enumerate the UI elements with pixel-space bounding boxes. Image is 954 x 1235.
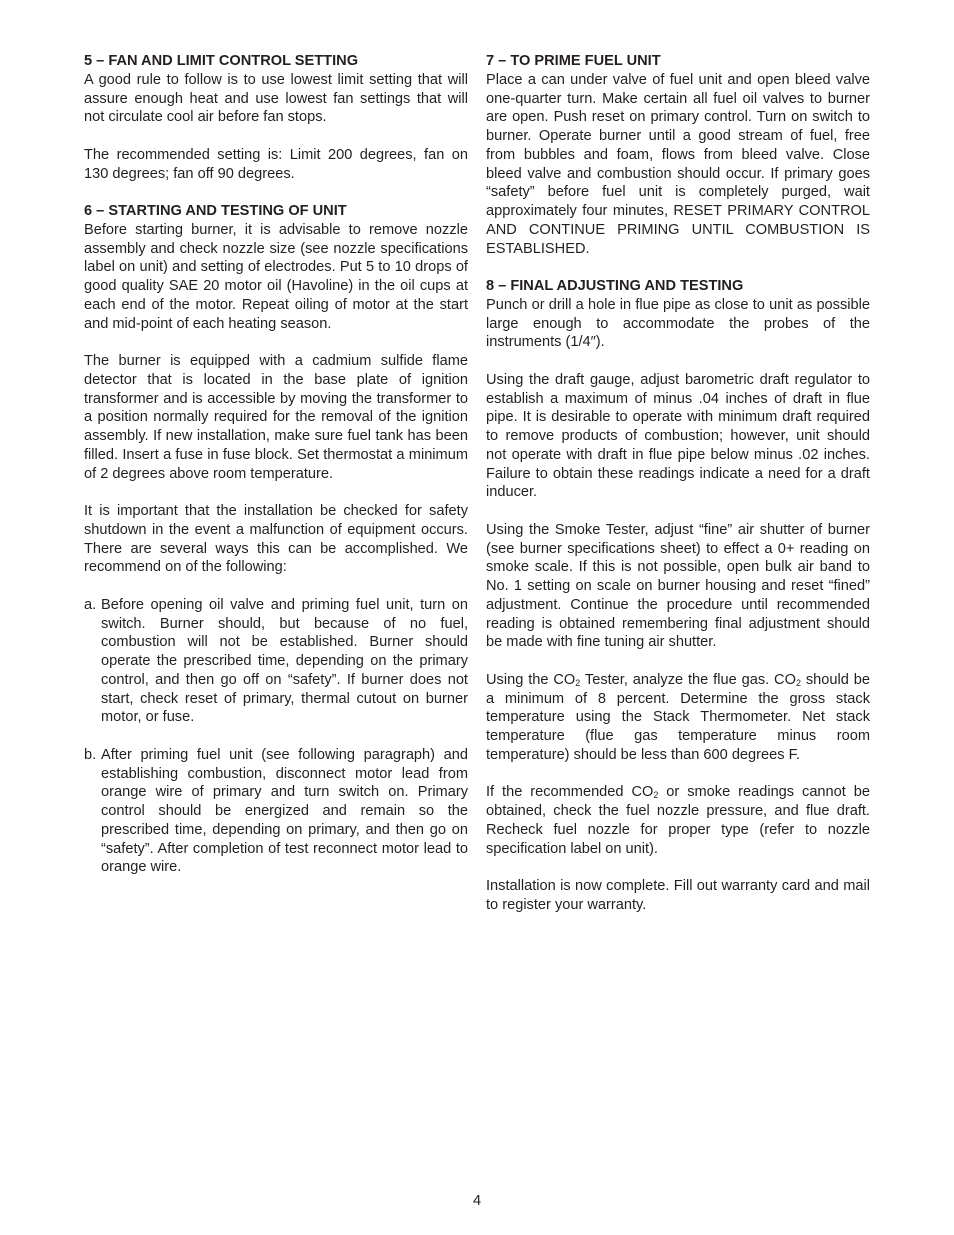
section-5-heading: 5 – FAN AND LIMIT CONTROL SETTING: [84, 53, 359, 69]
list-marker-a: a.: [84, 596, 97, 613]
list-item-a: [84, 596, 468, 727]
co2-text-1: Using the CO: [486, 671, 576, 688]
co2-subscript-1: 2: [575, 677, 581, 688]
right-column: [486, 52, 870, 915]
list-item-b: [84, 746, 468, 877]
section-5-paragraph-1: A good rule to follow is to use lowest limit setting that will assure enough heat and use lowest fan settings that will not circulate cool air before fan stops.: [84, 71, 468, 126]
section-5-paragraph-2: The recommended setting is: Limit 200 degrees, fan on 130 degrees; fan off 90 degrees.: [84, 146, 468, 182]
section-8-paragraph-4: [486, 671, 870, 765]
list-marker-b: b.: [84, 746, 97, 763]
page-number: 4: [472, 1193, 482, 1209]
section-6-heading: 6 – STARTING AND TESTING OF UNIT: [84, 203, 347, 219]
co2-subscript-2: 2: [795, 677, 801, 688]
section-6-paragraph-2: The burner is equipped with a cadmium sulfide flame detector that is located in the base plate of ignition transformer and is accessible by moving the transformer to a position normally required for the removal of the ignition assembly. If new installation, make sure fuel tank has been filled. Insert a fuse in fuse block. Set thermostat a minimum of 2 degrees above room temperature.: [84, 353, 468, 482]
section-8-paragraph-1: Punch or drill a hole in flue pipe as close to unit as possible large enough to accommodate the probes of the instruments (1/4″).: [486, 296, 870, 351]
section-8-paragraph-6: Installation is now complete. Fill out warranty card and mail to register your warranty.: [486, 878, 870, 913]
co2-readings-text-2: or smoke readings cannot be obtained, check the fuel nozzle pressure, and flue draft. Recheck fuel nozzle for proper type (refer to nozzle specification label on unit).: [486, 784, 870, 857]
left-column: [84, 52, 468, 877]
section-6-paragraph-1: Before starting burner, it is advisable to remove nozzle assembly and check nozzle size (see nozzle specifications label on unit) and setting of electrodes. Put 5 to 10 drops of good quality SAE 20 motor oil (Havoline) in the oil cups at each end of the motor. Repeat oiling of motor at the start and mid-point of each heating season.: [84, 221, 468, 332]
section-8-paragraph-5: [486, 783, 870, 858]
section-8-paragraph-2: Using the draft gauge, adjust barometric draft regulator to establish a maximum of minus .04 inches of draft in flue pipe. It is desirable to operate with minimum draft required to remove products of combustion; however, unit should not operate with draft in flue pipe below minus .02 inches. Failure to obtain these readings indicate a need for a draft inducer.: [486, 371, 870, 501]
section-8-heading: 8 – FINAL ADJUSTING AND TESTING: [486, 278, 744, 294]
co2-text-2: Tester, analyze the flue gas. CO: [580, 671, 796, 688]
list-text-b: After priming fuel unit (see following paragraph) and establishing combustion, disconnect motor lead from orange wire of primary and turn switch on. Primary control should be energized and remain so the prescribed time, depending on primary, and then go on “safety”. After completion of test reconnect motor lead to orange wire.: [101, 746, 468, 876]
section-7-paragraph-1: Place a can under valve of fuel unit and open bleed valve one-quarter turn. Make certain all fuel oil valves to burner are open. Push reset on primary control. Turn on switch to burner. Operate burner until a good stream of fuel, free from bubbles and foam, flows from bleed valve. Close bleed valve and combustion should occur. If primary goes “safety” before fuel unit is completely purged, wait approximately four minutes, RESET PRIMARY CONTROL AND CONTINUE PRIMING UNTIL COMBUSTION IS ESTABLISHED.: [486, 71, 870, 257]
list-text-a: Before opening oil valve and priming fuel unit, turn on switch. Burner should, but because of no fuel, combustion will not be established. Burner should operate the prescribed time, depending on the primary control, and then go off on “safety”. If burner does not start, check reset of primary, thermal cutout on burner motor, or fuse.: [101, 596, 468, 726]
co2-subscript-3: 2: [653, 790, 659, 801]
co2-text-3: should be a minimum of 8 percent. Determine the gross stack temperature using the Stack Thermometer. Net stack temperature (flue gas temperature minus room temperature) should be less than 600 degrees F.: [486, 671, 870, 763]
co2-readings-text-1: If the recommended CO: [486, 784, 654, 801]
section-7-heading: 7 – TO PRIME FUEL UNIT: [486, 53, 661, 69]
section-8-paragraph-3: Using the Smoke Tester, adjust “fine” air shutter of burner (see burner specifications sheet) to effect a 0+ reading on smoke scale. If this is not possible, open bulk air band to No. 1 setting on scale on burner housing and reset “fined” adjustment. Continue the procedure until recommended reading is obtained remembering final adjustment should be made with fine tuning air shutter.: [486, 521, 870, 651]
section-6-paragraph-3: It is important that the installation be checked for safety shutdown in the event a malfunction of equipment occurs. There are several ways this can be accomplished. We recommend on of the following:: [84, 503, 468, 576]
